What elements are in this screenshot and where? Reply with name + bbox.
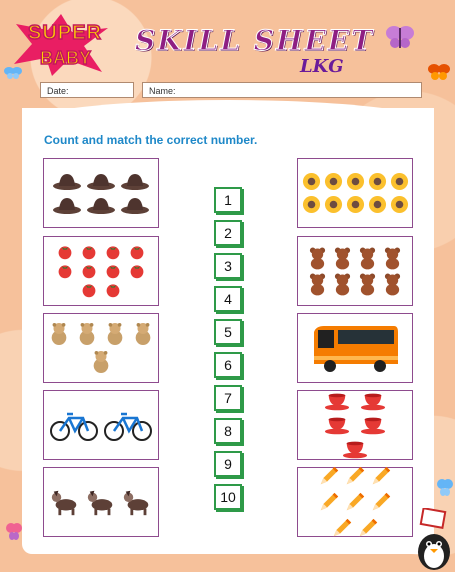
picture-box-tomatoes[interactable] (43, 236, 159, 306)
number-box-7[interactable]: 7 (214, 385, 242, 411)
tomato-icon (129, 263, 145, 279)
logo-text-super: SUPER (28, 22, 102, 44)
logo-text-baby: BABY (40, 48, 92, 68)
picture-box-sunflowers[interactable] (297, 158, 413, 228)
name-field[interactable] (142, 82, 422, 98)
teacup-icon (342, 439, 368, 459)
number-box-3[interactable]: 3 (214, 253, 242, 279)
dog-icon (49, 487, 81, 517)
teddy-bear-icon (308, 246, 327, 270)
butterfly-icon (4, 66, 22, 80)
sunflower-icon (390, 172, 409, 191)
number-box-8[interactable]: 8 (214, 418, 242, 444)
date-field[interactable] (40, 82, 134, 98)
hat-icon (120, 195, 150, 215)
picture-box-bicycles[interactable] (43, 390, 159, 460)
sunflower-icon (324, 195, 343, 214)
number-box-5[interactable]: 5 (214, 319, 242, 345)
picture-box-pencils[interactable] (297, 467, 413, 537)
butterfly-icon (437, 478, 453, 498)
hat-icon (86, 171, 116, 191)
teddy-bear-icon (358, 246, 377, 270)
super-baby-logo (12, 14, 110, 76)
name-label: Name: (149, 86, 176, 96)
teddy-bear-icon (383, 246, 402, 270)
page-title: SKILL SHEET (135, 24, 374, 57)
picture-box-teacups[interactable] (297, 390, 413, 460)
tomato-icon (105, 244, 121, 260)
sunflower-icon (302, 195, 321, 214)
pencil-icon (344, 464, 366, 488)
number-box-4[interactable]: 4 (214, 286, 242, 312)
sunflower-icon (390, 195, 409, 214)
tomato-icon (81, 263, 97, 279)
picture-box-hats[interactable] (43, 158, 159, 228)
sunflower-icon (346, 195, 365, 214)
teddy-bear-icon (308, 272, 327, 296)
hat-icon (52, 195, 82, 215)
bicycle-icon (49, 408, 99, 442)
sunflower-icon (368, 195, 387, 214)
dog-icon (85, 487, 117, 517)
lion-cub-icon (76, 321, 98, 347)
picture-box-bus[interactable] (297, 313, 413, 383)
penguin-mascot-icon (408, 508, 454, 570)
pencil-icon (318, 490, 340, 514)
bus-icon (310, 322, 400, 374)
teddy-bear-icon (333, 246, 352, 270)
number-box-1[interactable]: 1 (214, 187, 242, 213)
hat-icon (120, 171, 150, 191)
pencil-icon (318, 464, 340, 488)
instruction-text: Count and match the correct number. (44, 133, 258, 147)
lion-cub-icon (90, 349, 112, 375)
number-box-10[interactable]: 10 (214, 484, 242, 510)
teacup-icon (324, 391, 350, 411)
pencil-icon (331, 516, 353, 540)
tomato-icon (105, 282, 121, 298)
tomato-icon (57, 244, 73, 260)
number-box-6[interactable]: 6 (214, 352, 242, 378)
number-box-2[interactable]: 2 (214, 220, 242, 246)
teacup-icon (324, 415, 350, 435)
sunflower-icon (368, 172, 387, 191)
pencil-icon (370, 490, 392, 514)
teacup-icon (360, 391, 386, 411)
teddy-bear-icon (383, 272, 402, 296)
bicycle-icon (103, 408, 153, 442)
pencil-icon (357, 516, 379, 540)
lion-cub-icon (104, 321, 126, 347)
teacup-icon (360, 415, 386, 435)
tomato-icon (129, 244, 145, 260)
butterfly-icon (428, 62, 450, 82)
date-label: Date: (47, 86, 69, 96)
hat-icon (52, 171, 82, 191)
sunflower-icon (324, 172, 343, 191)
grade-label: LKG (300, 56, 344, 77)
lion-cub-icon (48, 321, 70, 347)
teddy-bear-icon (333, 272, 352, 296)
sunflower-icon (346, 172, 365, 191)
number-box-9[interactable]: 9 (214, 451, 242, 477)
sunflower-icon (302, 172, 321, 191)
pencil-icon (344, 490, 366, 514)
picture-box-lion-cubs[interactable] (43, 313, 159, 383)
butterfly-icon (6, 522, 22, 542)
hat-icon (86, 195, 116, 215)
dog-icon (121, 487, 153, 517)
picture-box-teddy-bears[interactable] (297, 236, 413, 306)
pencil-icon (370, 464, 392, 488)
butterfly-icon (385, 24, 415, 50)
tomato-icon (105, 263, 121, 279)
tomato-icon (81, 282, 97, 298)
tomato-icon (57, 263, 73, 279)
picture-box-dogs[interactable] (43, 467, 159, 537)
lion-cub-icon (132, 321, 154, 347)
tomato-icon (81, 244, 97, 260)
teddy-bear-icon (358, 272, 377, 296)
